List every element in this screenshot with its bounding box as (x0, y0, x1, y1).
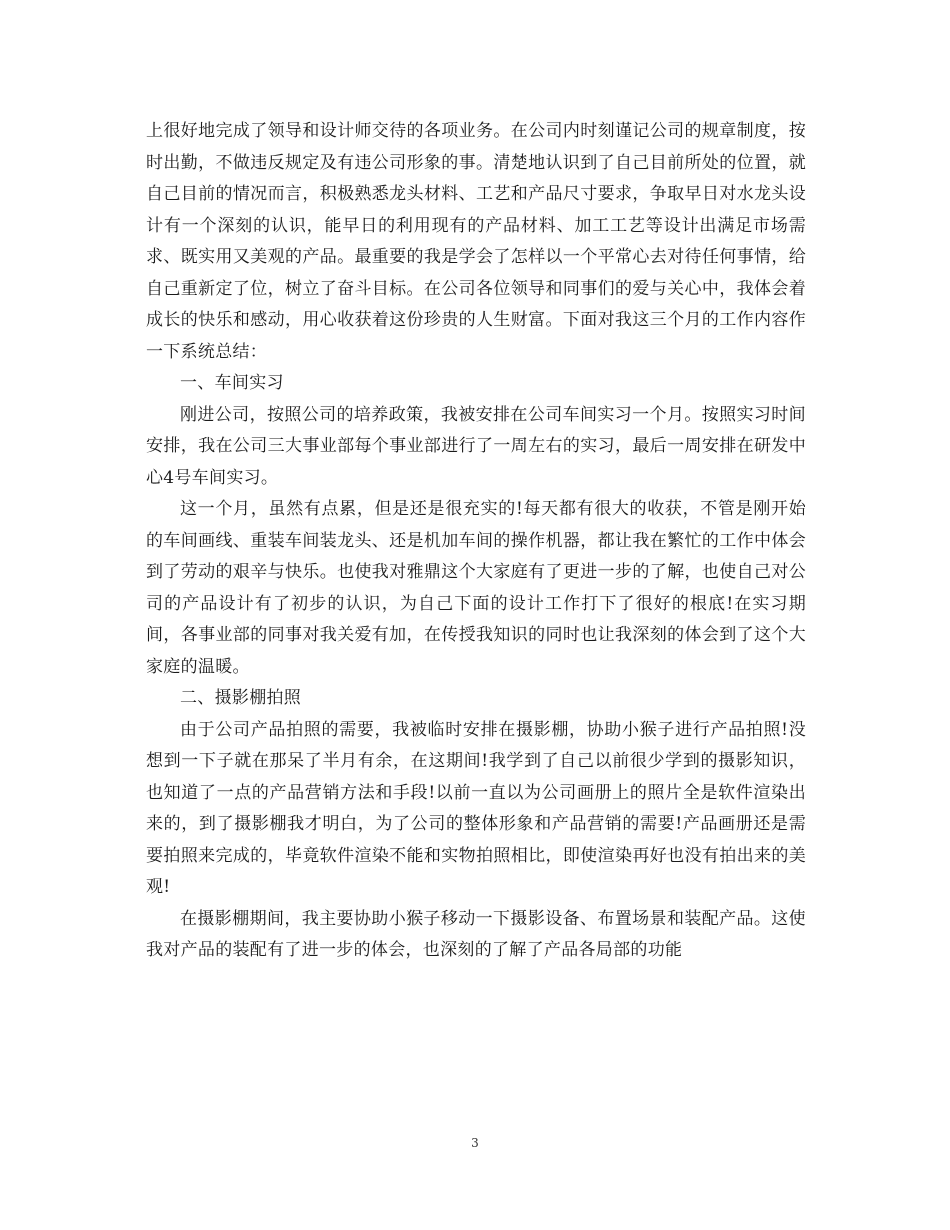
document-body (146, 116, 806, 967)
paragraph-photo-studio-duties: 在摄影棚期间，我主要协助小猴子移动一下摄影设备、布置场景和装配产品。这使我对产品的装配有了进一步的体会，也深刻的了解了产品各局部的功能 (146, 908, 806, 960)
paragraph-workshop-experience: 这一个月，虽然有点累，但是还是很充实的!每天都有很大的收获，不管是刚开始的车间画线、重装车间装龙头、还是机加车间的操作机器，都让我在繁忙的工作中体会到了劳动的艰辛与快乐。也使我对雅鼎这个大家庭有了更进一步的了解，也使自己对公司的产品设计有了初步的认识，为自己下面的设计工作打下了很好的根底!在实习期间，各事业部的同事对我关爱有加，在传授我知识的同时也让我深刻的体会到了这个大家庭的温暖。 (146, 499, 806, 677)
section-heading-photo-studio: 二、摄影棚拍照 (180, 688, 302, 708)
page-number: 3 (471, 1136, 479, 1150)
section-heading-workshop-internship: 一、车间实习 (180, 373, 284, 393)
paragraph-photo-studio-experience: 由于公司产品拍照的需要，我被临时安排在摄影棚，协助小猴子进行产品拍照!没想到一下子就在那呆了半月有余，在这期间!我学到了自己以前很少学到的摄影知识，也知道了一点的产品营销方法和手段!以前一直以为公司画册上的照片全是软件渲染出来的，到了摄影棚我才明白，为了公司的整体形象和产品营销的需要!产品画册还是需要拍照来完成的，毕竟软件渲染不能和实物拍照相比，即使渲染再好也没有拍出来的美观! (146, 719, 806, 897)
paragraph-intro-continued: 上很好地完成了领导和设计师交待的各项业务。在公司内时刻谨记公司的规章制度，按时出勤，不做违反规定及有违公司形象的事。清楚地认识到了自己目前所处的位置，就自己目前的情况而言，积极熟悉龙头材料、工艺和产品尺寸要求，争取早日对水龙头设计有一个深刻的认识，能早日的利用现有的产品材料、加工工艺等设计出满足市场需求、既实用又美观的产品。最重要的我是学会了怎样以一个平常心去对待任何事情，给自己重新定了位，树立了奋斗目标。在公司各位领导和同事们的爱与关心中，我体会着成长的快乐和感动，用心收获着这份珍贵的人生财富。下面对我这三个月的工作内容作一下系统总结： (146, 121, 806, 362)
paragraph-workshop-arrangement: 刚进公司，按照公司的培养政策，我被安排在公司车间实习一个月。按照实习时间安排，我在公司三大事业部每个事业部进行了一周左右的实习，最后一周安排在研发中心4号车间实习。 (146, 404, 806, 488)
